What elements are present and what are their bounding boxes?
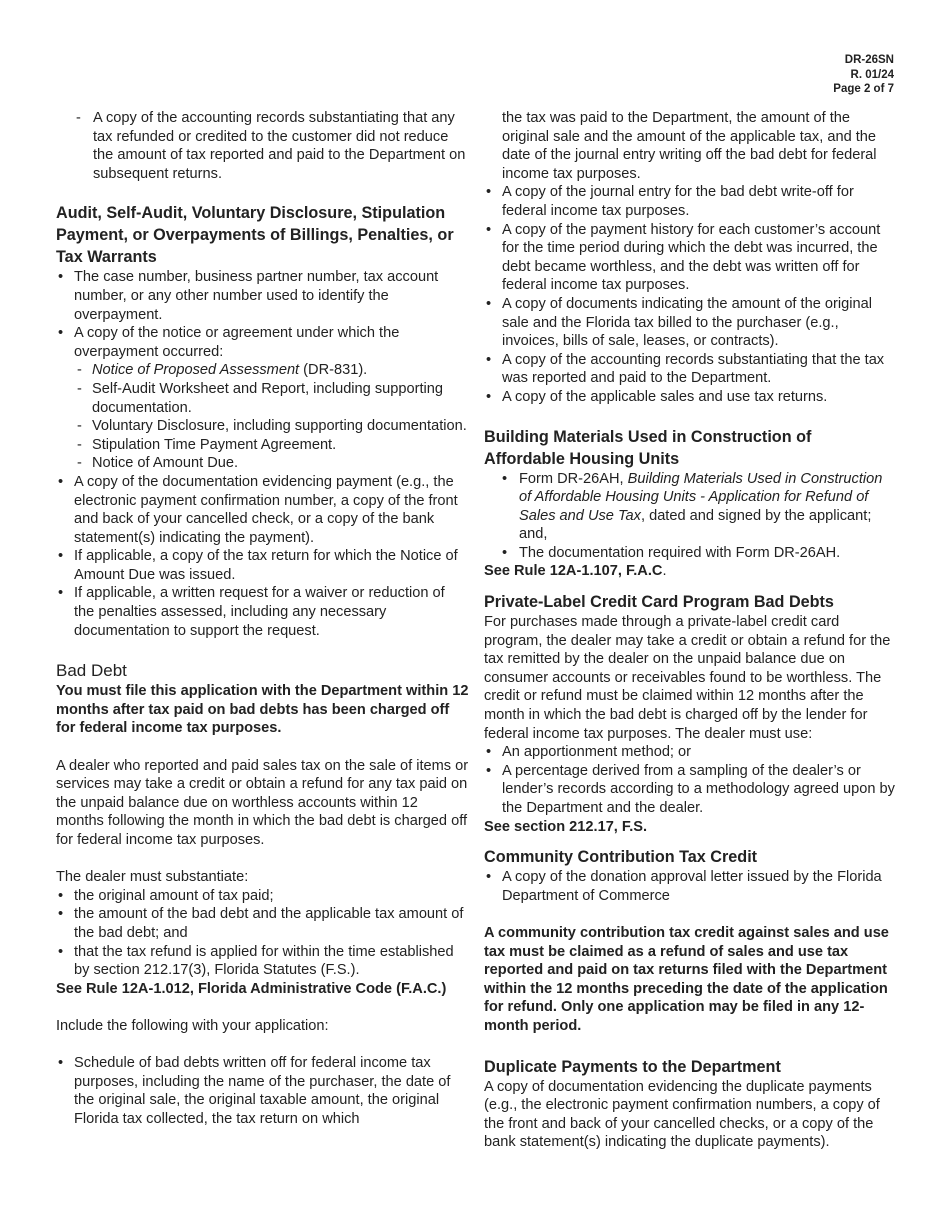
notice-item-stipulation: - Stipulation Time Payment Agreement. [74, 436, 469, 455]
notice-item-voluntary: - Voluntary Disclosure, including supporting documentation. [74, 417, 469, 436]
audit-heading: Audit, Self-Audit, Voluntary Disclosure, Stipulation Payment, or Overpayments of Billings, Penalties, or Tax Warrants [56, 204, 454, 267]
bad-debt-docs-list [484, 183, 896, 406]
intro-dash-list [56, 109, 469, 183]
substantiate-item: • the original amount of tax paid; [56, 887, 469, 906]
private-label-rule: See section 212.17, F.S. [484, 818, 648, 835]
bad-debt-notice: You must file this application with the Department within 12 months after tax paid on bad debts has been charged off for federal income tax purposes. [56, 683, 469, 737]
schedule-item-continued: the tax was paid to the Department, the amount of the original sale and the amount of the applicable tax, and the date of the journal entry writing off the bad debt for federal income tax purposes. [502, 110, 877, 182]
affordable-item-form: • Form DR-26AH, Building Materials Used in Construction of Affordable Housing Units - Application for Refund of Sales and Use Tax, dated and signed by the applicant; and, [484, 470, 896, 544]
include-intro: Include the following with your application: [56, 1017, 329, 1034]
audit-item-case-number: • The case number, business partner number, tax account number, or any other number used to identify the overpayment. [56, 268, 469, 324]
bad-debt-heading: Bad Debt [56, 661, 127, 681]
community-item-letter: • A copy of the donation approval letter issued by the Florida Department of Commerce [484, 868, 896, 905]
audit-item-payment-evidence: • A copy of the documentation evidencing payment (e.g., the electronic payment confirmation number, a copy of the front and back of your cancelled check, or a copy of the bank statement(s) indicating the payment). [56, 473, 469, 547]
doc-item-journal-entry: • A copy of the journal entry for the bad debt write-off for federal income tax purposes. [484, 183, 896, 220]
private-label-item: • A percentage derived from a sampling of the dealer’s or lender’s records according to a methodology agreed upon by the Department and the dealer. [484, 762, 896, 818]
private-label-paragraph: For purchases made through a private-label credit card program, the dealer may take a credit or obtain a refund for the tax remitted by the dealer on the unpaid balance due on consumer accounts or receivables found to be worthless. The credit or refund must be claimed within 12 months after the month in which the bad debt is charged off by the lender for federal income tax purposes. The dealer must use: [484, 614, 891, 742]
audit-item-tax-return: • If applicable, a copy of the tax return for which the Notice of Amount Due was issued. [56, 547, 469, 584]
page-number: Page 2 of 7 [833, 83, 894, 95]
notice-item-self-audit: - Self-Audit Worksheet and Report, including supporting documentation. [74, 380, 469, 417]
private-label-heading: Private-Label Credit Card Program Bad Debts [484, 593, 834, 612]
doc-item-accounting-records: • A copy of the accounting records substantiating that the tax was reported and paid to the Department. [484, 351, 896, 388]
substantiate-item: • that the tax refund is applied for within the time established by section 212.17(3), Florida Statutes (F.S.). [56, 943, 469, 980]
substantiate-item: • the amount of the bad debt and the applicable tax amount of the bad debt; and [56, 905, 469, 942]
community-heading: Community Contribution Tax Credit [484, 848, 758, 867]
audit-list [56, 268, 469, 640]
bad-debt-paragraph: A dealer who reported and paid sales tax on the sale of items or services may take a credit or obtain a refund for any tax paid on the unpaid balance due on worthless accounts within 12 months following the month in which the bad debt is charged off for federal income tax purposes. [56, 757, 469, 848]
notice-item-amount-due: - Notice of Amount Due. [74, 454, 469, 473]
affordable-item-documentation: • The documentation required with Form DR-26AH. [484, 544, 896, 563]
doc-item-tax-returns: • A copy of the applicable sales and use tax returns. [484, 388, 896, 407]
form-revision: R. 01/24 [850, 68, 894, 81]
form-header [833, 53, 894, 97]
form-id: DR-26SN [844, 54, 894, 66]
affordable-housing-list [484, 470, 896, 563]
include-list [56, 1054, 469, 1128]
doc-item-payment-history: • A copy of the payment history for each customer’s account for the time period during which the debt was incurred, the debt became worthless, and the debt was written off for federal income tax purposes. [484, 221, 896, 295]
notice-dash-list [74, 361, 469, 473]
duplicate-payments-heading: Duplicate Payments to the Department [484, 1057, 781, 1076]
community-list [484, 868, 896, 905]
substantiate-intro: The dealer must substantiate: [56, 869, 249, 886]
left-column [56, 109, 469, 1129]
doc-item-original-sale: • A copy of documents indicating the amount of the original sale and the Florida tax billed to the purchaser (e.g., invoices, bills of sale, leases, or contracts). [484, 295, 896, 351]
audit-item-waiver: • If applicable, a written request for a waiver or reduction of the penalties assessed, including any necessary documentation to support the request. [56, 584, 469, 640]
right-column [484, 109, 896, 1152]
audit-item-notice: • A copy of the notice or agreement under which the overpayment occurred: - Notice of Proposed Assessment (DR-831). - Self-Audit Worksheet and Report, including supporting documentation. - Voluntary Disclosure, including supporting documentation. - Stipulation Time Payment Agreement. - Notice of Amount Due. [56, 324, 469, 473]
bad-debt-rule: See Rule 12A-1.012, Florida Administrative Code (F.A.C.) [56, 980, 447, 997]
duplicate-payments-paragraph: A copy of documentation evidencing the duplicate payments (e.g., the electronic payment confirmation numbers, a copy of the front and back of your cancelled checks, or a copy of the bank statement(s) indicating the duplicate payments). [484, 1078, 880, 1151]
substantiate-list [56, 887, 469, 980]
community-notice: A community contribution tax credit against sales and use tax must be claimed as a refund of sales and use tax reported and paid on tax returns filed with the Department within the 12 months preceding the date of the application for refund. Only one application may be filed in any 12-month period. [484, 924, 889, 1034]
private-label-item: • An apportionment method; or [484, 743, 896, 762]
notice-item-dr831: - Notice of Proposed Assessment (DR-831). [74, 361, 469, 380]
private-label-list [484, 743, 896, 817]
affordable-rule: See Rule 12A-1.107, F.A.C. [484, 563, 667, 580]
schedule-item: • Schedule of bad debts written off for federal income tax purposes, including the name of the purchaser, the date of the original sale, the original taxable amount, the original Florida tax collected, the tax return on which [56, 1054, 469, 1128]
affordable-housing-heading: Building Materials Used in Construction of Affordable Housing Units [484, 427, 812, 468]
intro-dash-item: - A copy of the accounting records substantiating that any tax refunded or credited to the customer did not reduce the amount of tax reported and paid to the Department on subsequent returns. [76, 110, 466, 182]
